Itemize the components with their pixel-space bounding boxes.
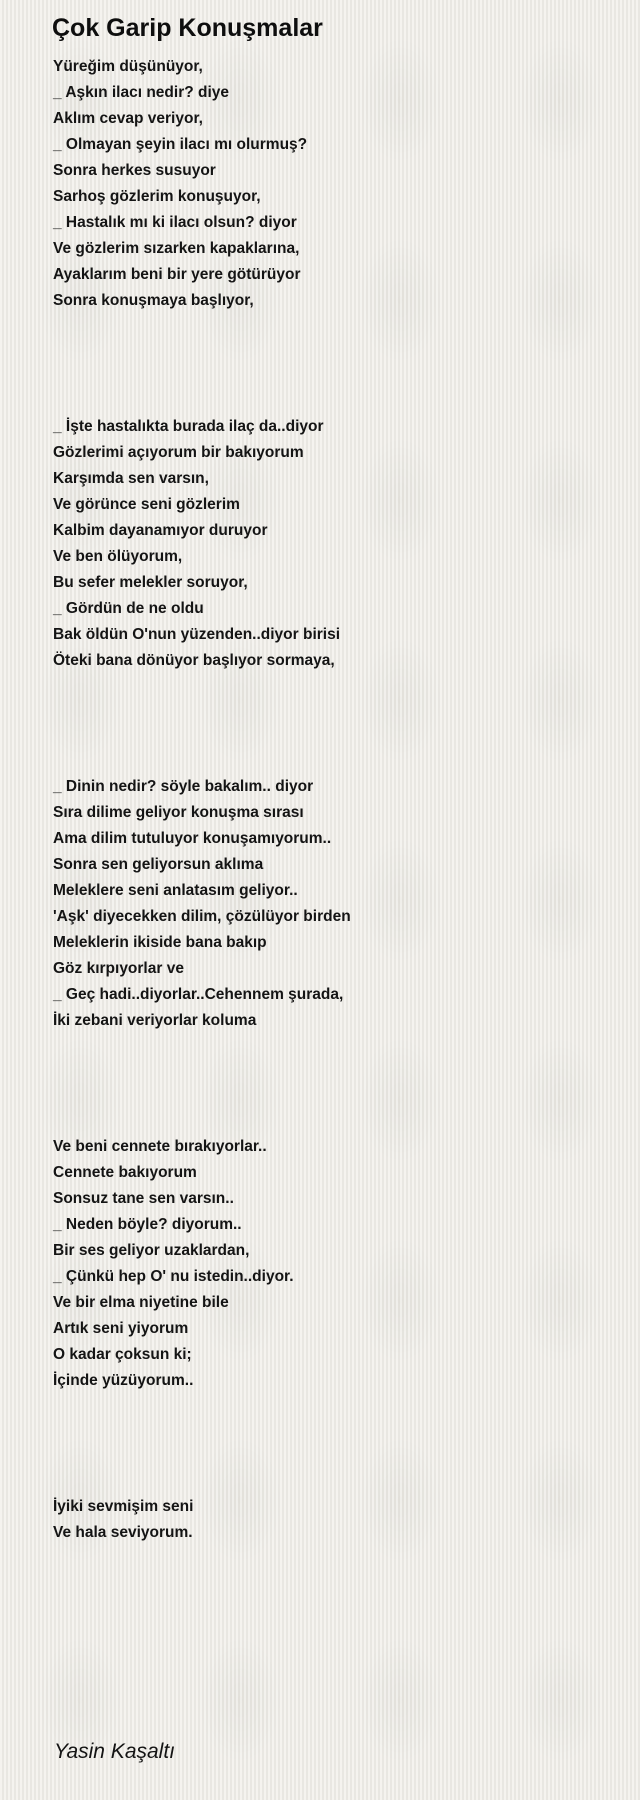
poem-line: _ Çünkü hep O' nu istedin..diyor. [53,1268,294,1285]
poem-line: Sonra konuşmaya başlıyor, [53,292,254,309]
poem-body [53,54,613,1646]
poem-line: _ Olmayan şeyin ilacı mı olurmuş? [53,136,308,153]
poem-line: Ve gözlerim sızarken kapaklarına, [53,240,300,257]
stanza-2 [53,414,613,674]
poem-line: Cennete bakıyorum [53,1164,197,1181]
poem-line: Aklım cevap veriyor, [53,110,203,127]
poem-line: Bu sefer melekler soruyor, [53,574,248,591]
stanza-3 [53,774,613,1034]
poem-line: Sonra herkes susuyor [53,162,216,179]
stanza-5 [53,1494,613,1546]
poem-line: _ Neden böyle? diyorum.. [53,1216,242,1233]
poem-title: Çok Garip Konuşmalar [52,14,323,42]
poem-line: Yüreğim düşünüyor, [53,58,203,75]
poem-line: O kadar çoksun ki; [53,1346,192,1363]
poem-line: _ Hastalık mı ki ilacı olsun? diyor [53,214,297,231]
poem-line: Göz kırpıyorlar ve [53,960,184,977]
poem-line: Bir ses geliyor uzaklardan, [53,1242,250,1259]
poem-line: Bak öldün O'nun yüzenden..diyor birisi [53,626,341,643]
poem-line: Meleklere seni anlatasım geliyor.. [53,882,298,899]
stanza-4 [53,1134,613,1394]
poem-line: İçinde yüzüyorum.. [53,1372,194,1389]
poem-line: _ Geç hadi..diyorlar..Cehennem şurada, [53,986,344,1003]
poem-line: _ Aşkın ilacı nedir? diye [53,84,230,101]
poem-line: Meleklerin ikiside bana bakıp [53,934,267,951]
poem-line: Sarhoş gözlerim konuşuyor, [53,188,261,205]
poem-line: İyiki sevmişim seni [53,1498,194,1515]
poem-line: Ama dilim tutuluyor konuşamıyorum.. [53,830,332,847]
poem-line: Kalbim dayanamıyor duruyor [53,522,268,539]
poem-line: Sonra sen geliyorsun aklıma [53,856,264,873]
poem-line: Ve ben ölüyorum, [53,548,183,565]
poem-line: Ve görünce seni gözlerim [53,496,240,513]
poem-line: _ İşte hastalıkta burada ilaç da..diyor [53,418,324,435]
poem-line: Ve beni cennete bırakıyorlar.. [53,1138,267,1155]
poem-author: Yasin Kaşaltı [54,1740,176,1763]
poem-line: _ Gördün de ne oldu [53,600,204,617]
stanza-1 [53,54,613,314]
poem-line: Ve bir elma niyetine bile [53,1294,229,1311]
poem-line: Sıra dilime geliyor konuşma sırası [53,804,304,821]
poem-line: 'Aşk' diyecekken dilim, çözülüyor birden [53,908,351,925]
poem-line: Karşımda sen varsın, [53,470,209,487]
poem-line: _ Dinin nedir? söyle bakalım.. diyor [53,778,314,795]
poem-line: Öteki bana dönüyor başlıyor sormaya, [53,652,335,669]
poem-line: Sonsuz tane sen varsın.. [53,1190,234,1207]
poem-line: Artık seni yiyorum [53,1320,189,1337]
poem-line: Ve hala seviyorum. [53,1524,193,1541]
poem-line: Gözlerimi açıyorum bir bakıyorum [53,444,304,461]
poem-line: İki zebani veriyorlar koluma [53,1012,257,1029]
poem-line: Ayaklarım beni bir yere götürüyor [53,266,301,283]
